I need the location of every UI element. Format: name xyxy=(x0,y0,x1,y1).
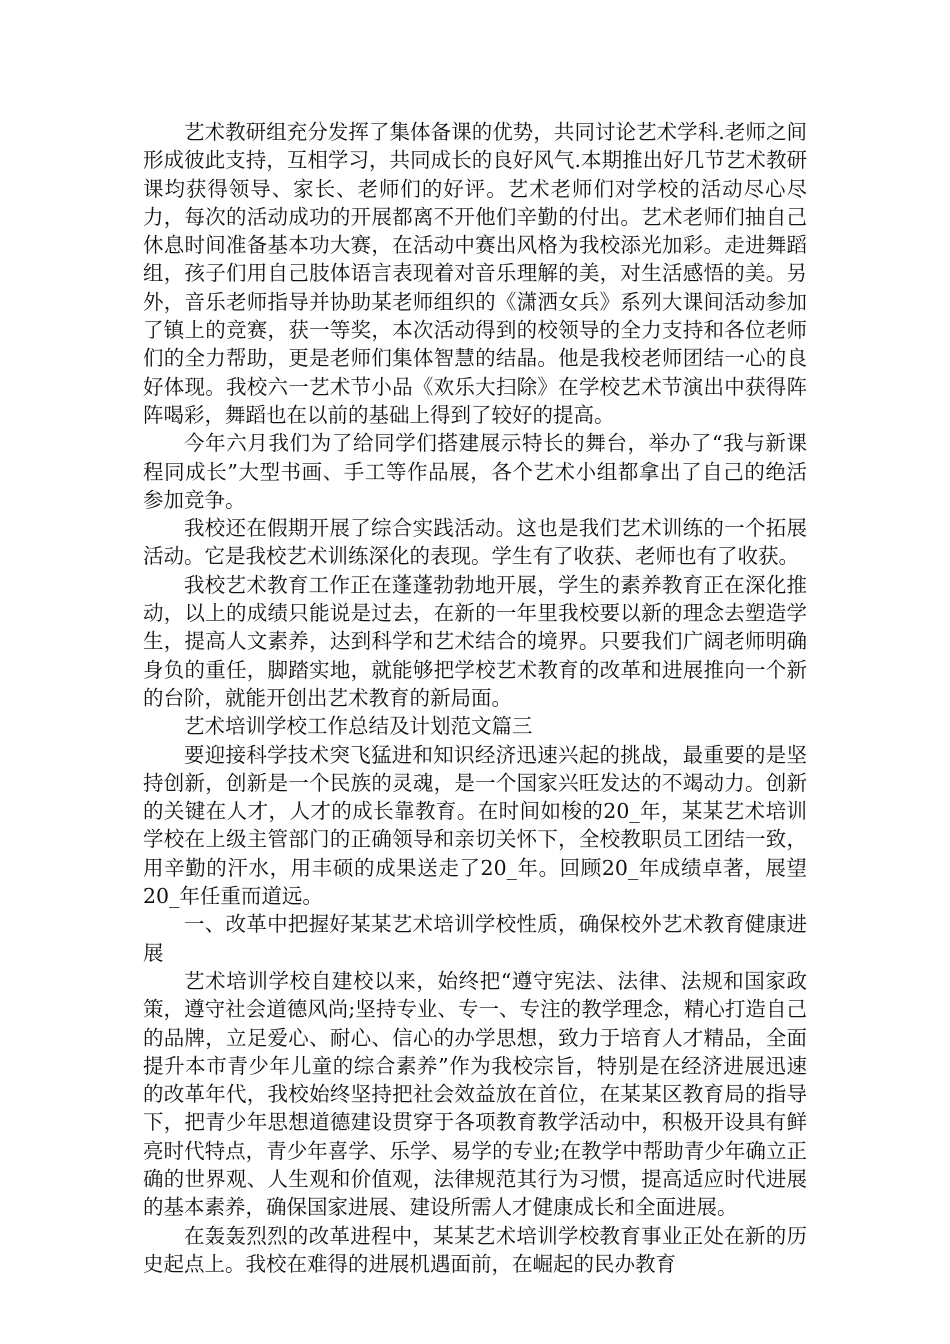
paragraph-reform-process: 在轰轰烈烈的改革进程中，某某艺术培训学校教育事业正处在新的历史起点上。我校在难得的进展机遇面前，在崛起的民办教育 xyxy=(143,1223,807,1276)
document-body xyxy=(143,118,807,1278)
paragraph-school-purpose: 艺术培训学校自建校以来，始终把“遵守宪法、法律、法规和国家政策，遵守社会道德风尚;坚持专业、专一、专注的教学理念，精心打造自己的品牌，立足爱心、耐心、信心的办学思想，致力于培育人才精品，全面提升本市青少年儿童的综合素养”作为我校宗旨，特别是在经济进展迅速的改革年代，我校始终坚持把社会效益放在首位，在某某区教育局的指导下，把青少年思想道德建设贯穿于各项教育教学活动中，积极开设具有鲜亮时代特点，青少年喜学、乐学、易学的专业;在教学中帮助青少年确立正确的世界观、人生观和价值观，法律规范其行为习惯，提高适应时代进展的基本素养，确保国家进展、建设所需人才健康成长和全面进展。 xyxy=(143,968,807,1220)
section-heading-part-three: 艺术培训学校工作总结及计划范文篇三 xyxy=(184,714,533,739)
paragraph-practice-activity: 我校还在假期开展了综合实践活动。这也是我们艺术训练的一个拓展活动。它是我校艺术训练深化的表现。学生有了收获、老师也有了收获。 xyxy=(143,516,807,569)
paragraph-june-exhibition: 今年六月我们为了给同学们搭建展示特长的舞台，举办了“我与新课程同成长”大型书画、手工等作品展，各个艺术小组都拿出了自己的绝活参加竞争。 xyxy=(143,431,807,512)
subheading-school-nature: 一、改革中把握好某某艺术培训学校性质，确保校外艺术教育健康进展 xyxy=(143,912,807,965)
paragraph-innovation: 要迎接科学技术突飞猛进和知识经济迅速兴起的挑战，最重要的是坚持创新，创新是一个民族的灵魂，是一个国家兴旺发达的不竭动力。创新的关键在人才，人才的成长靠教育。在时间如梭的20_年，某某艺术培训学校在上级主管部门的正确领导和亲切关怀下，全校教职员工团结一致，用辛勤的汗水，用丰硕的成果送走了20_年。回顾20_年成绩卓著，展望20_年任重而道远。 xyxy=(143,742,807,909)
paragraph-art-education-outlook: 我校艺术教育工作正在蓬蓬勃勃地开展，学生的素养教育正在深化推动，以上的成绩只能说是过去，在新的一年里我校要以新的理念去塑造学生，提高人文素养，达到科学和艺术结合的境界。只要我们广阔老师明确身负的重任，脚踏实地，就能够把学校艺术教育的改革和进展推向一个新的台阶，就能开创出艺术教育的新局面。 xyxy=(143,572,807,710)
paragraph-art-research-group: 艺术教研组充分发挥了集体备课的优势，共同讨论艺术学科.老师之间形成彼此支持，互相学习，共同成长的良好风气.本期推出好几节艺术教研课均获得领导、家长、老师们的好评。艺术老师们对学校的活动尽心尽力，每次的活动成功的开展都离不开他们辛勤的付出。艺术老师们抽自己休息时间准备基本功大赛，在活动中赛出风格为我校添光加彩。走进舞蹈组，孩子们用自己肢体语言表现着对音乐理解的美，对生活感悟的美。另外，音乐老师指导并协助某老师组织的《潇洒女兵》系列大课间活动参加了镇上的竞赛，获一等奖，本次活动得到的校领导的全力支持和各位老师们的全力帮助，更是老师们集体智慧的结晶。他是我校老师团结一心的良好体现。我校六一艺术节小品《欢乐大扫除》在学校艺术节演出中获得阵阵喝彩，舞蹈也在以前的基础上得到了较好的提高。 xyxy=(143,120,807,427)
